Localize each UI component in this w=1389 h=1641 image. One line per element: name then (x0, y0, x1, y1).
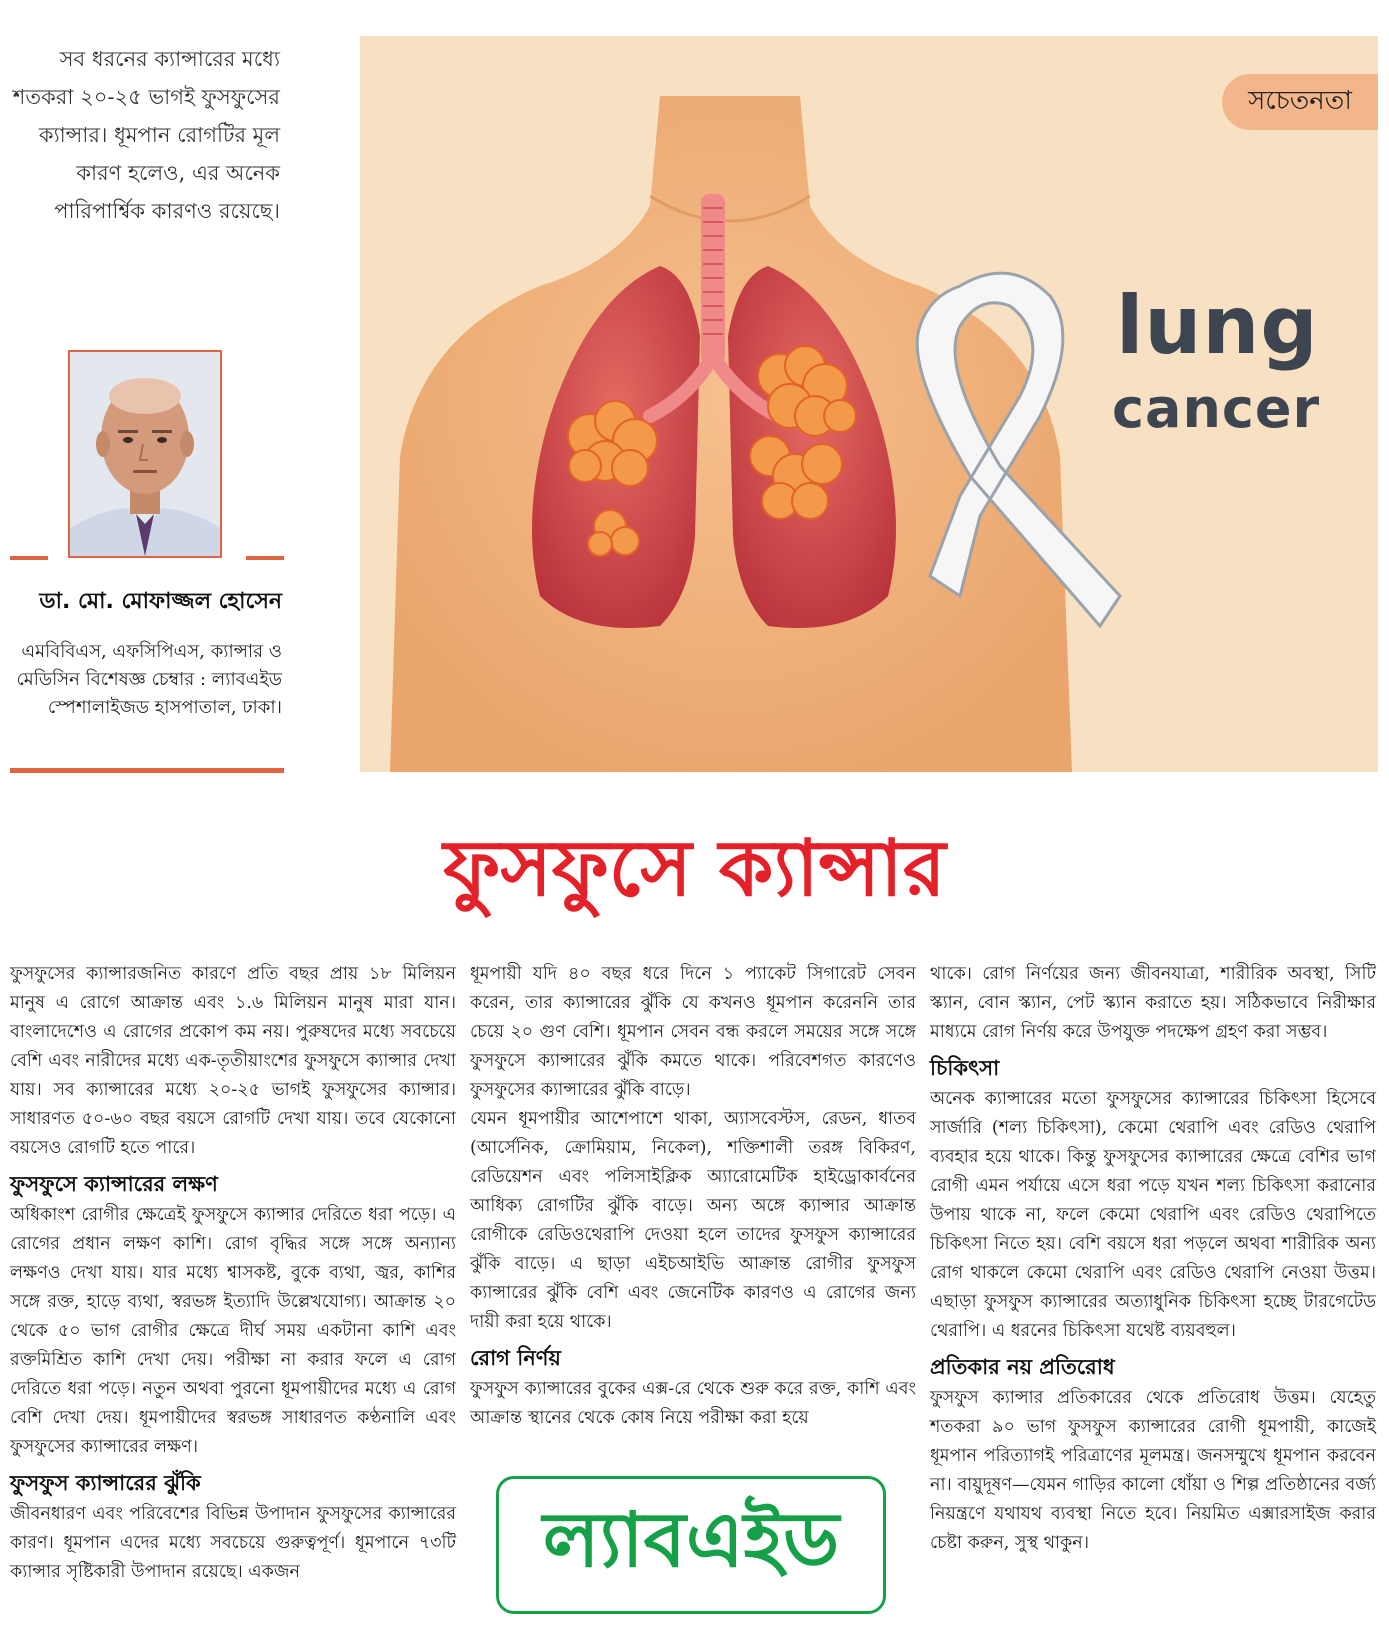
section-heading-risk: ফুসফুস ক্যান্সারের ঝুঁকি (10, 1471, 201, 1495)
author-name: ডা. মো. মোফাজ্জল হোসেন (39, 589, 282, 614)
section-heading-prevention: প্রতিকার নয় প্রতিরোধ (930, 1355, 1115, 1379)
section-heading-treatment: চিকিৎসা (930, 1056, 1000, 1080)
labaid-logo: ল্যাবএইড (496, 1476, 886, 1614)
paragraph: ধূমপায়ী যদি ৪০ বছর ধরে দিনে ১ প্যাকেট সিগারেট সেবন করেন, তার ক্যান্সারের ঝুঁকি যে কখনও ধূমপান করেননি তার চেয়ে ২০ গুণ বেশি। ধূমপান সেবন বন্ধ করলে সময়ের সঙ্গে সঙ্গে ফুসফুসে ক্যান্সারের ঝুঁকি কমতে থাকে। পরিবেশগত কারণেও ফুসফুসের ক্যান্সারের ঝুঁকি বাড়ে। (470, 964, 916, 1100)
author-credentials: এমবিবিএস, এফসিপিএস, ক্যান্সার ও মেডিসিন বিশেষজ্ঞ চেম্বার : ল্যাবএইড স্পেশালাইজড হাসপাতাল, ঢাকা। (16, 641, 282, 718)
paragraph: ফুসফুস ক্যান্সারের বুকের এক্স-রে থেকে শুরু করে রক্ত, কাশি এবং আক্রান্ত স্থানের থেকে কোষ নিয়ে পরীক্ষা করা হয়ে (470, 1379, 916, 1428)
article-column-2 (470, 960, 916, 1433)
author-rule-right (246, 556, 284, 560)
ribbon-word-lung: lung (1116, 279, 1319, 372)
paragraph: ফুসফুস ক্যান্সার প্রতিকারের থেকে প্রতিরোধ উত্তম। যেহেতু শতকরা ৯০ ভাগ ফুসফুস ক্যান্সারের রোগী ধূমপায়ী, কাজেই ধূমপান পরিত্যাগই পরিত্রাণের মূলমন্ত্র। জনসম্মুখে ধূমপান করবেন না। বায়ুদূষণ—যেমন গাড়ির কালো ধোঁয়া ও শিল্প প্রতিষ্ঠানের বর্জ্য নিয়ন্ত্রণে যথাযথ ব্যবস্থা নিতে হবে। নিয়মিত এক্সারসাইজ করার চেষ্টা করুন, সুস্থ থাকুন। (930, 1388, 1376, 1553)
author-portrait-icon (70, 352, 220, 556)
section-heading-symptoms: ফুসফুসে ক্যান্সারের লক্ষণ (10, 1172, 218, 1196)
article-column-3 (930, 960, 1376, 1558)
author-bottom-rule (10, 768, 284, 773)
article-column-1 (10, 960, 456, 1587)
paragraph: যেমন ধূমপায়ীর আশেপাশে থাকা, অ্যাসবেস্টস, রেডন, ধাতব (আর্সেনিক, ক্রোমিয়াম, নিকেল), শক্তিশালী তরঙ্গ বিকিরণ, রেডিয়েশন এবং পলিসাইক্লিক অ্যারোমেটিক হাইড্রোকার্বনের আধিক্য রোগটির ঝুঁকি বাড়ে। অন্য অঙ্গে ক্যান্সার আক্রান্ত রোগীকে রেডিওথেরাপি দেওয়া হলে তাদের ফুসফুস ক্যান্সারের ঝুঁকি বাড়ে। এ ছাড়া এইচআইভি আক্রান্ত রোগীর ফুসফুস ক্যান্সারের ঝুঁকি বেশি এবং জেনেটিক কারণও এ রোগের জন্য দায়ী করা হয়ে থাকে। (470, 1109, 916, 1332)
author-photo (68, 350, 222, 558)
category-tag: সচেতনতা (1222, 74, 1378, 130)
section-heading-diagnosis: রোগ নির্ণয় (470, 1346, 561, 1370)
author-rule-left (10, 556, 48, 560)
ribbon-word-cancer: cancer (1112, 377, 1321, 440)
paragraph: ফুসফুসের ক্যান্সারজনিত কারণে প্রতি বছর প্রায় ১৮ মিলিয়ন মানুষ এ রোগে আক্রান্ত এবং ১.৬ মিলিয়ন মানুষ মারা যান। বাংলাদেশেও এ রোগের প্রকোপ কম নয়। পুরুষদের মধ্যে সবচেয়ে বেশি এবং নারীদের মধ্যে এক-তৃতীয়াংশের ফুসফুসে ক্যান্সার দেখা যায়। সব ক্যান্সারের মধ্যে ২০-২৫ ভাগই ফুসফুসের ক্যান্সার। সাধারণত ৫০-৬০ বছর বয়সে রোগটি দেখা যায়। তবে যেকোনো বয়সেও রোগটি হতে পারে। (10, 964, 456, 1158)
paragraph: অনেক ক্যান্সারের মতো ফুসফুসের ক্যান্সারের চিকিৎসা হিসেবে সার্জারি (শল্য চিকিৎসা), কেমো থেরাপি এবং রেডিও থেরাপি ব্যবহার হয়ে থাকে। কিন্তু ফুসফুসের ক্যান্সারের ক্ষেত্রে বেশির ভাগ রোগী এমন পর্যায়ে এসে ধরা পড়ে যখন শল্য চিকিৎসা করানোর উপায় থাকে না, ফলে কেমো থেরাপি এবং রেডিও থেরাপিতে চিকিৎসা নিতে হয়। বেশি বয়সে ধরা পড়লে অথবা শারীরিক অন্য রোগ থাকলে কেমো থেরাপি এবং রেডিও থেরাপি নেওয়া উত্তম। এছাড়া ফুসফুস ক্যান্সারের অত্যাধুনিক চিকিৎসা হচ্ছে টারগেটেড থেরাপি। এ ধরনের চিকিৎসা যথেষ্ট ব্যয়বহুল। (930, 1089, 1376, 1341)
headline: ফুসফুসে ক্যান্সার (443, 824, 946, 914)
paragraph: জীবনধারণ এবং পরিবেশের বিভিন্ন উপাদান ফুসফুসের ক্যান্সারের কারণ। ধূমপান এদের মধ্যে সবচেয়ে গুরুত্বপূর্ণ। ধূমপানে ৭৩টি ক্যান্সার সৃষ্টিকারী উপাদান রয়েছে। একজন (10, 1504, 456, 1582)
paragraph: অধিকাংশ রোগীর ক্ষেত্রেই ফুসফুসে ক্যান্সার দেরিতে ধরা পড়ে। এ রোগের প্রধান লক্ষণ কাশি। রোগ বৃদ্ধির সঙ্গে সঙ্গে অন্যান্য লক্ষণও দেখা যায়। যার মধ্যে শ্বাসকষ্ট, বুকে ব্যথা, জ্বর, কাশির সঙ্গে রক্ত, হাড়ে ব্যথা, স্বরভঙ্গ ইত্যাদি উল্লেখযোগ্য। আক্রান্ত ২০ থেকে ৫০ ভাগ রোগীর ক্ষেত্রে দীর্ঘ সময় একটানা কাশি এবং রক্তমিশ্রিত কাশি দেখা দেয়। পরীক্ষা না করার ফলে এ রোগ দেরিতে ধরা পড়ে। নতুন অথবা পুরনো ধূমপায়ীদের মধ্যে এ রোগ বেশি দেখা দেয়। ধূমপায়ীদের স্বরভঙ্গ সাধারণত কণ্ঠনালি এবং ফুসফুসের ক্যান্সারের লক্ষণ। (10, 1205, 456, 1457)
intro-blurb: সব ধরনের ক্যান্সারের মধ্যে শতকরা ২০-২৫ ভাগই ফুসফুসের ক্যান্সার। ধূমপান রোগটির মূল কারণ হলেও, এর অনেক পারিপার্শ্বিক কারণও রয়েছে। (12, 47, 280, 223)
paragraph: থাকে। রোগ নির্ণয়ের জন্য জীবনযাত্রা, শারীরিক অবস্থা, সিটি স্ক্যান, বোন স্ক্যান, পেট স্ক্যান করাতে হয়। সঠিকভাবে নিরীক্ষার মাধ্যমে রোগ নির্ণয় করে উপযুক্ত পদক্ষেপ গ্রহণ করা সম্ভব। (930, 964, 1376, 1042)
